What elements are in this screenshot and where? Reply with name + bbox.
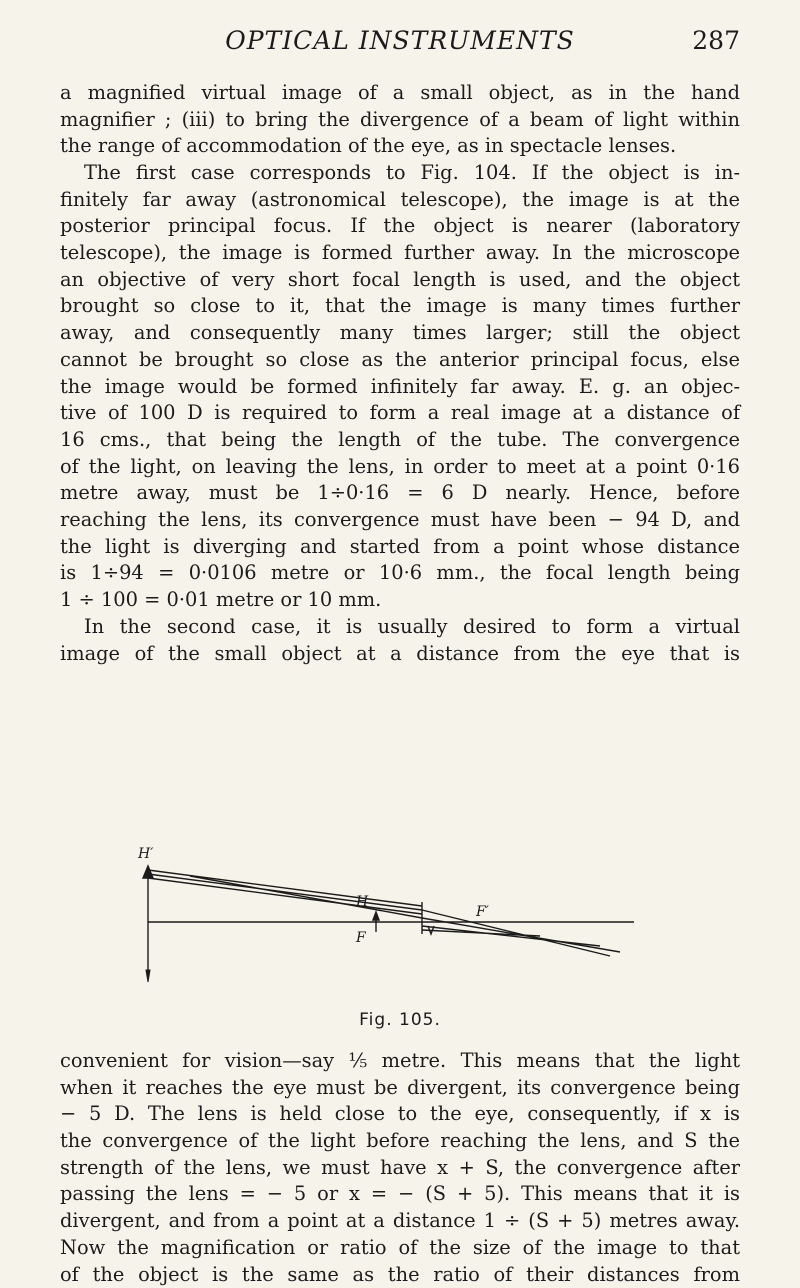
text-line: convenient for vision—say ⅕ metre. This means that the light [60, 1048, 740, 1075]
text-line: The first case corresponds to Fig. 104. If the object is in- [60, 160, 740, 187]
text-line: away, and consequently many times larger; still the object [60, 320, 740, 347]
label-h: H [355, 894, 369, 910]
text-line: telescope), the image is formed further away. In the microscope [60, 240, 740, 267]
label-f: F [355, 930, 367, 946]
ray-line [190, 876, 422, 918]
image-arrow-base [146, 970, 150, 982]
text-line: the range of accommodation of the eye, as in spectacle lenses. [60, 133, 740, 160]
text-line: passing the lens = − 5 or x = − (S + 5). This means that it is [60, 1181, 740, 1208]
figure-105 [130, 840, 640, 1010]
ray-line [148, 878, 422, 914]
text-line: magnifier ; (iii) to bring the divergence of a beam of light within [60, 107, 740, 134]
text-line: is 1÷94 = 0·0106 metre or 10·6 mm., the focal length being [60, 560, 740, 587]
text-line: of the object is the same as the ratio of their distances from [60, 1262, 740, 1288]
page-number: 287 [692, 26, 740, 55]
text-line: the convergence of the light before reaching the lens, and S the [60, 1128, 740, 1155]
running-title: OPTICAL INSTRUMENTS [60, 26, 740, 55]
lens-ray-diagram [130, 840, 640, 1010]
ray-line [422, 930, 540, 936]
text-line: of the light, on leaving the lens, in order to meet at a point 0·16 [60, 454, 740, 481]
text-line: the light is diverging and started from a point whose distance [60, 534, 740, 561]
text-line: metre away, must be 1÷0·16 = 6 D nearly. Hence, before [60, 480, 740, 507]
label-f-prime: F′ [475, 904, 490, 920]
ray-line [148, 874, 422, 910]
text-line: an objective of very short focal length is used, and the object [60, 267, 740, 294]
paragraph-1 [60, 80, 740, 160]
text-line: 1 ÷ 100 = 0·01 metre or 10 mm. [60, 587, 740, 614]
text-line: − 5 D. The lens is held close to the eye, consequently, if x is [60, 1101, 740, 1128]
paragraph-3 [60, 614, 740, 667]
ray-line [422, 926, 600, 946]
figure-caption: Fig. 105. [60, 1010, 740, 1030]
image-arrowhead [143, 866, 153, 878]
text-line: finitely far away (astronomical telescope), the image is at the [60, 187, 740, 214]
text-line: the image would be formed infinitely far away. E. g. an objec- [60, 374, 740, 401]
text-line: tive of 100 D is required to form a real image at a distance of [60, 400, 740, 427]
text-line: divergent, and from a point at a distance 1 ÷ (S + 5) metres away. [60, 1208, 740, 1235]
ray-line [148, 870, 422, 906]
ray-line [422, 910, 610, 956]
object-arrowhead [373, 912, 379, 920]
text-line: cannot be brought so close as the anterior principal focus, else [60, 347, 740, 374]
label-h-prime: H′ [137, 846, 154, 862]
text-line: 16 cms., that being the length of the tube. The convergence [60, 427, 740, 454]
text-line: Now the magnification or ratio of the size of the image to that [60, 1235, 740, 1262]
text-line: when it reaches the eye must be divergent, its convergence being [60, 1075, 740, 1102]
text-line: posterior principal focus. If the object is nearer (laboratory [60, 213, 740, 240]
page-header [60, 26, 740, 66]
paragraph-4 [60, 1048, 740, 1288]
text-line: image of the small object at a distance from the eye that is [60, 641, 740, 668]
paragraph-2 [60, 160, 740, 614]
text-line: a magnified virtual image of a small object, as in the hand [60, 80, 740, 107]
text-line: In the second case, it is usually desired to form a virtual [60, 614, 740, 641]
text-line: reaching the lens, its convergence must have been − 94 D, and [60, 507, 740, 534]
text-line: brought so close to it, that the image is many times further [60, 293, 740, 320]
text-line: strength of the lens, we must have x + S, the convergence after [60, 1155, 740, 1182]
